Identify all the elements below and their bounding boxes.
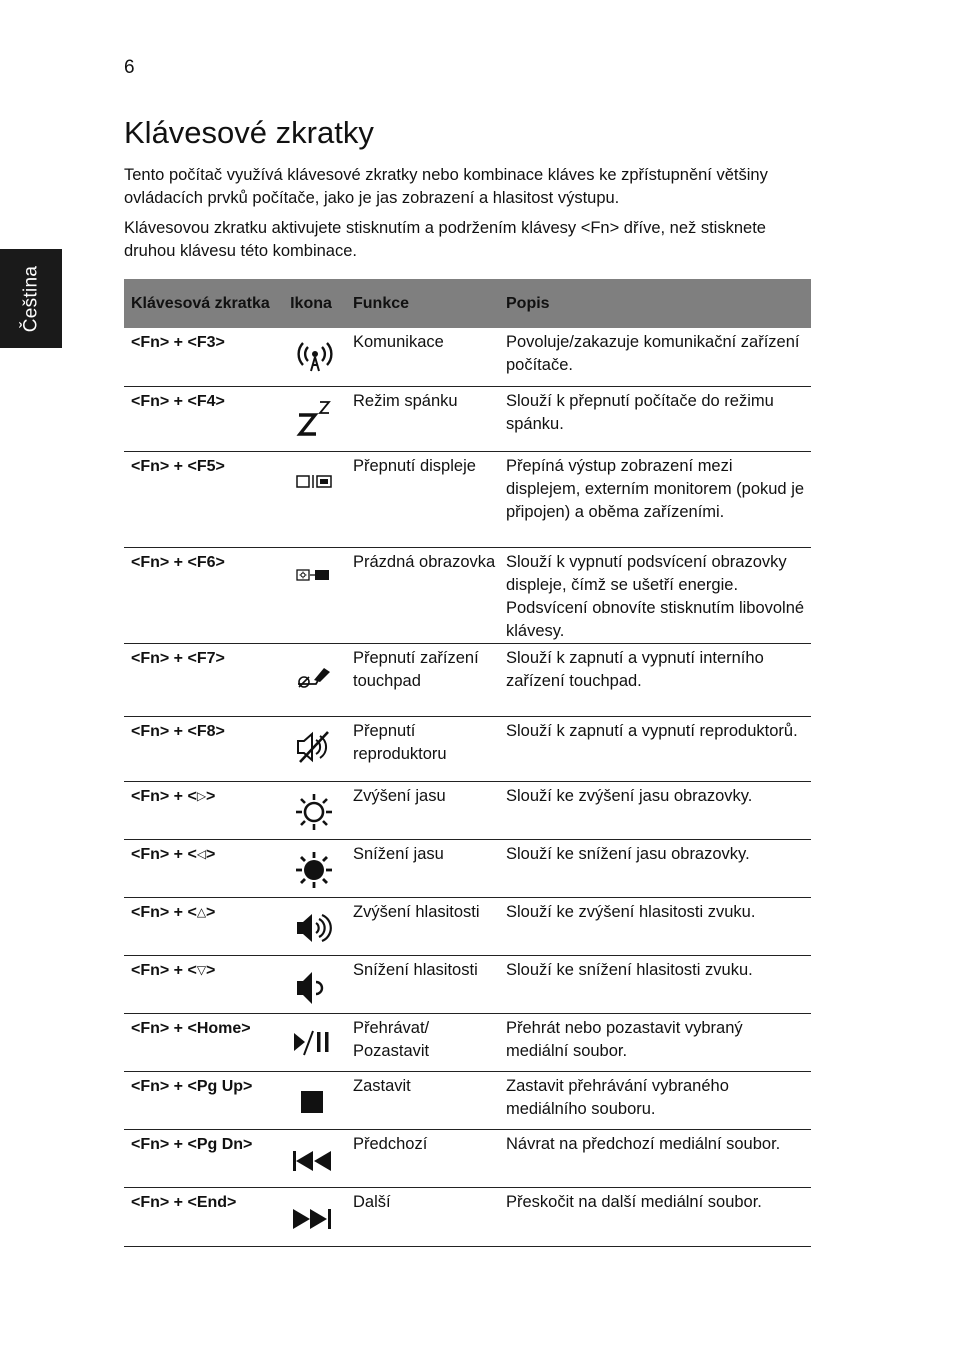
row-function: Přepnutí reproduktoru [353,722,447,763]
row-key: <Fn> + <F6> [131,554,225,571]
row-function: Zastavit [353,1077,411,1095]
table-row [124,1188,811,1247]
row-key: <Fn> + <F5> [131,458,225,475]
row-key: <Fn> + <▽> [131,962,216,979]
row-function: Komunikace [353,333,444,351]
row-function: Prázdná obrazovka [353,553,496,571]
table-row [124,387,811,452]
row-function: Režim spánku [353,392,458,410]
row-key: <Fn> + <Pg Dn> [131,1136,253,1153]
row-description: Slouží k přepnutí počítače do režimu spánku. [506,392,774,433]
row-key: <Fn> + <△> [131,904,216,921]
row-function: Přehrávat/ Pozastavit [353,1019,430,1060]
table-header [124,279,811,328]
touchpad-toggle-icon [294,662,334,692]
row-description: Povoluje/zakazuje komunikační zařízení počítače. [506,333,800,374]
wireless-icon [296,340,334,374]
page-number: 6 [124,57,135,78]
shortcut-table [124,279,811,1247]
table-row [124,898,811,956]
table-row [124,840,811,898]
volume-up-icon [294,910,334,946]
row-key: <Fn> + <Pg Up> [131,1078,253,1095]
row-key: <Fn> + <End> [131,1194,237,1211]
row-key: <Fn> + <F3> [131,334,225,351]
speaker-mute-icon [294,729,334,765]
table-row [124,782,811,840]
play-pause-icon [292,1028,336,1058]
table-row [124,548,811,644]
row-function: Snížení jasu [353,845,444,863]
row-description: Slouží ke zvýšení hlasitosti zvuku. [506,903,756,921]
row-function: Další [353,1193,391,1211]
row-key: <Fn> + <F4> [131,393,225,410]
stop-icon [298,1088,328,1118]
row-function: Přepnutí displeje [353,457,476,475]
row-key: <Fn> + <▷> [131,788,216,805]
previous-track-icon [291,1148,337,1174]
intro-paragraph-2: Klávesovou zkratku aktivujete stisknutím a podržením klávesy <Fn> dříve, než stisknete druhou klávesu této kombinace. [124,219,766,260]
header-description: Popis [506,294,550,312]
next-track-icon [291,1206,337,1232]
row-function: Zvýšení hlasitosti [353,903,480,921]
table-row [124,328,811,387]
screen-blank-icon [294,566,334,586]
page-title: Klávesové zkratky [124,115,374,150]
row-description: Slouží ke snížení hlasitosti zvuku. [506,961,753,979]
display-toggle-icon [294,472,334,492]
language-label: Čeština [20,265,41,332]
header-key: Klávesová zkratka [131,294,270,312]
brightness-down-icon [294,850,334,890]
row-function: Snížení hlasitosti [353,961,478,979]
row-key: <Fn> + <F8> [131,723,225,740]
row-description: Slouží ke snížení jasu obrazovky. [506,845,750,863]
table-row [124,1072,811,1130]
sleep-icon [296,397,336,437]
row-description: Přehrát nebo pozastavit vybraný mediální soubor. [506,1019,743,1060]
table-row [124,956,811,1014]
row-description: Slouží k zapnutí a vypnutí interního zařízení touchpad. [506,649,764,690]
row-function: Přepnutí zařízení touchpad [353,649,479,690]
row-description: Slouží ke zvýšení jasu obrazovky. [506,787,753,805]
row-description: Přepíná výstup zobrazení mezi displejem, externím monitorem (pokud je připojen) a oběma zařízeními. [506,457,805,521]
row-description: Slouží k vypnutí podsvícení obrazovky displeje, čímž se ušetří energie. Podsvícení obnovíte stisknutím libovolné klávesy. [506,553,805,640]
table-row [124,644,811,717]
language-side-tab [0,249,62,348]
volume-down-icon [294,968,334,1008]
row-key: <Fn> + <Home> [131,1020,251,1037]
brightness-up-icon [294,792,334,832]
row-description: Návrat na předchozí mediální soubor. [506,1135,781,1153]
table-row [124,1130,811,1188]
header-icon: Ikona [290,294,332,312]
table-row [124,452,811,548]
row-description: Slouží k zapnutí a vypnutí reproduktorů. [506,722,798,740]
row-description: Zastavit přehrávání vybraného mediálního souboru. [506,1077,729,1118]
row-function: Předchozí [353,1135,428,1153]
table-row [124,1014,811,1072]
row-function: Zvýšení jasu [353,787,446,805]
table-row [124,717,811,782]
header-function: Funkce [353,294,410,312]
row-description: Přeskočit na další mediální soubor. [506,1193,762,1211]
row-key: <Fn> + <◁> [131,846,216,863]
intro-paragraph-1: Tento počítač využívá klávesové zkratky nebo kombinace kláves ke zpřístupnění většiny ovládacích prvků počítače, jako je jas zobrazení a hlasitost výstupu. [124,166,768,207]
row-key: <Fn> + <F7> [131,650,225,667]
